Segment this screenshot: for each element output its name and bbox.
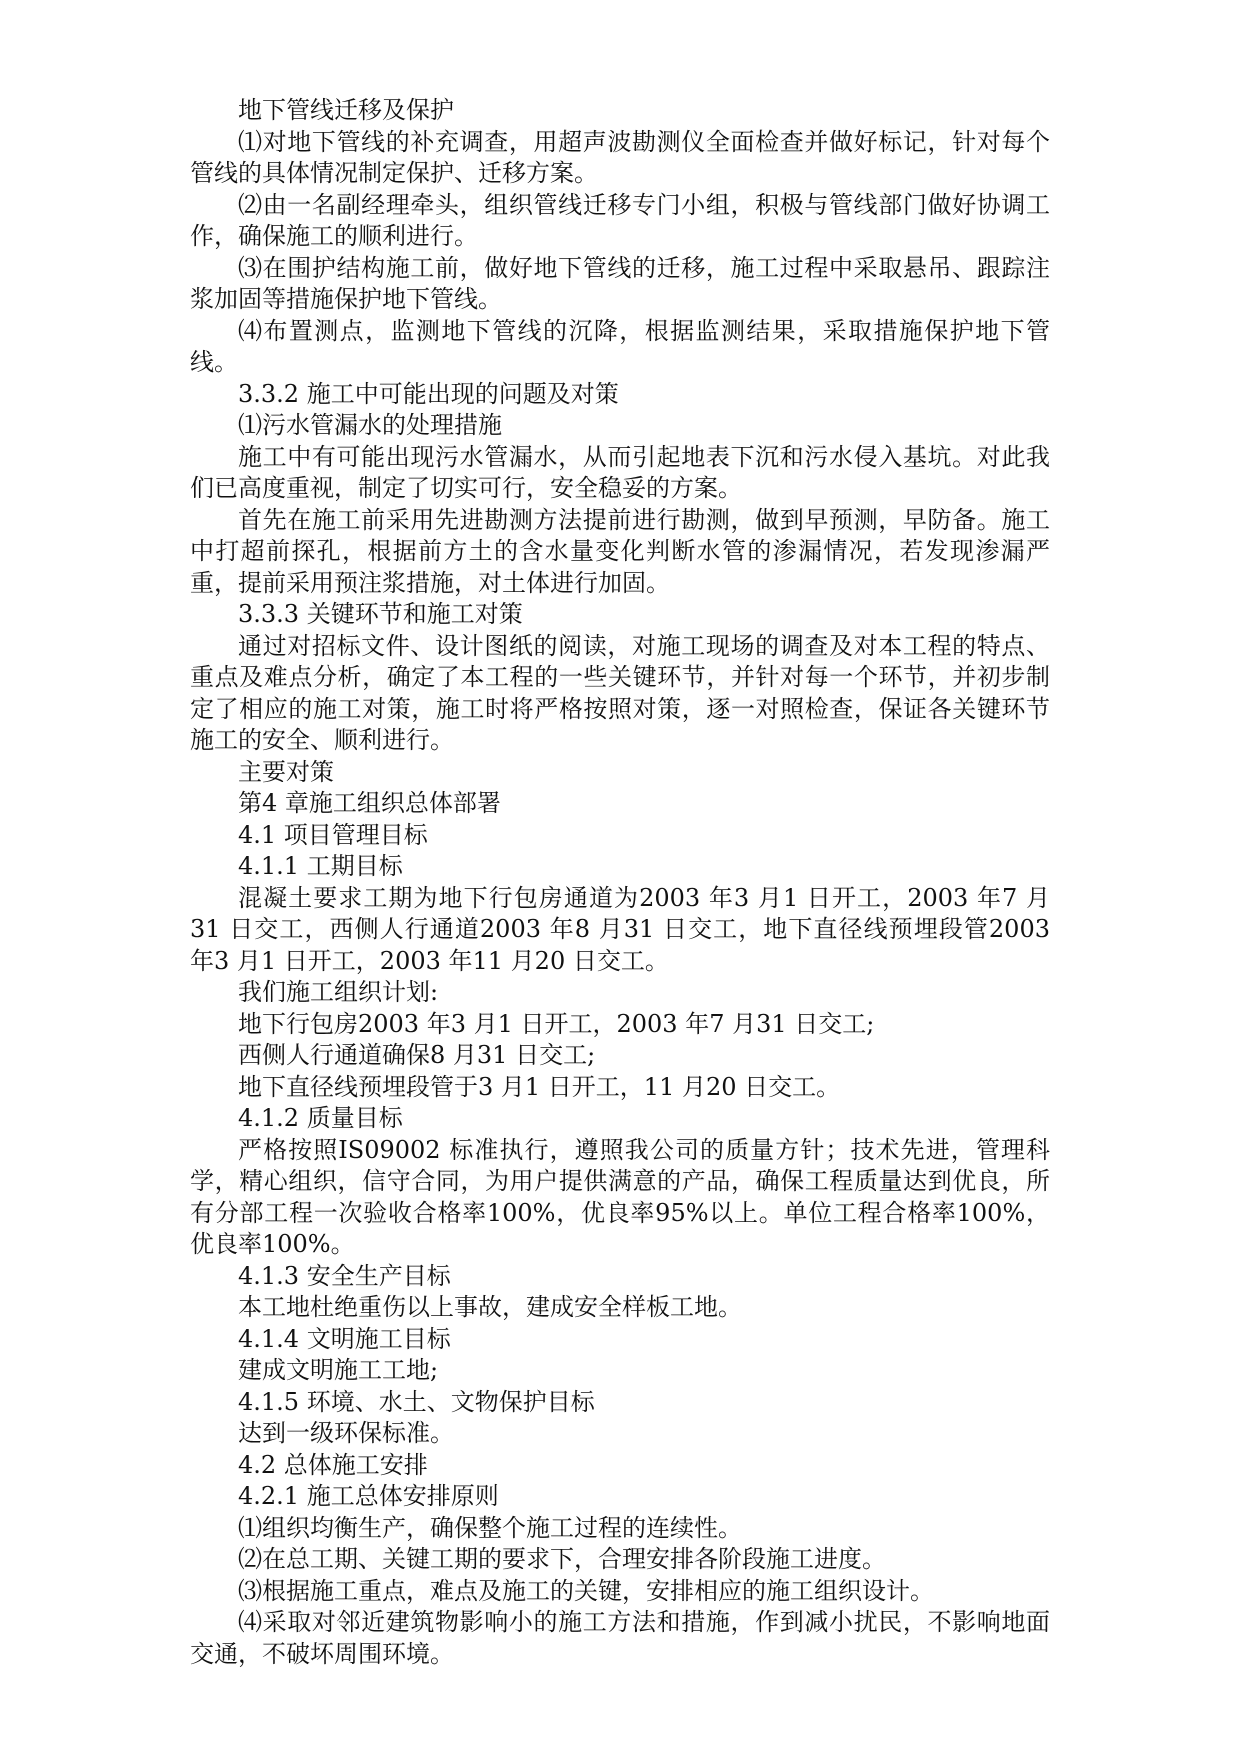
section-heading-3-3-3: 3.3.3 关键环节和施工对策 — [238, 600, 523, 628]
paragraph: 首先在施工前采用先进勘测方法提前进行勘测，做到早预测，早防备。施工中打超前探孔，根据前方土的含水量变化判断水管的渗漏情况，若发现渗漏严重，提前采用预注浆措施，对土体进行加固。 — [190, 505, 1050, 597]
paragraph: ⑶在围护结构施工前，做好地下管线的迁移，施工过程中采取悬吊、跟踪注浆加固等措施保护地下管线。 — [190, 253, 1050, 313]
paragraph: 混凝土要求工期为地下行包房通道为2003 年3 月1 日开工，2003 年7 月31 日交工，西侧人行通道2003 年8 月31 日交工，地下直径线预埋段管2003 年3 月1 日开工，2003 年11 月20 日交工。 — [190, 883, 1050, 975]
paragraph: ⑴污水管漏水的处理措施 — [238, 411, 502, 439]
section-heading-4-1-4: 4.1.4 文明施工目标 — [238, 1324, 451, 1353]
document-body — [190, 95, 1050, 1670]
section-heading-4-2: 4.2 总体施工安排 — [238, 1450, 428, 1479]
paragraph: ⑴组织均衡生产，确保整个施工过程的连续性。 — [238, 1513, 742, 1542]
paragraph: 建成文明施工工地; — [238, 1356, 439, 1384]
paragraph: 我们施工组织计划: — [238, 978, 439, 1006]
section-heading-4-1: 4.1 项目管理目标 — [238, 820, 428, 849]
section-heading-4-1-1: 4.1.1 工期目标 — [238, 852, 403, 880]
paragraph: 主要对策 — [238, 757, 334, 786]
paragraph: 西侧人行通道确保8 月31 日交工; — [238, 1041, 596, 1069]
paragraph: 本工地杜绝重伤以上事故，建成安全样板工地。 — [238, 1293, 742, 1321]
paragraph: 通过对招标文件、设计图纸的阅读，对施工现场的调查及对本工程的特点、重点及难点分析，确定了本工程的一些关键环节，并针对每一个环节，并初步制定了相应的施工对策，施工时将严格按照对策，逐一对照检查，保证各关键环节施工的安全、顺利进行。 — [190, 631, 1050, 754]
paragraph: ⑵由一名副经理牵头，组织管线迁移专门小组，积极与管线部门做好协调工作，确保施工的顺利进行。 — [190, 190, 1050, 250]
paragraph: ⑴对地下管线的补充调查，用超声波勘测仪全面检查并做好标记，针对每个管线的具体情况制定保护、迁移方案。 — [190, 127, 1050, 187]
chapter-heading-4: 第4 章施工组织总体部署 — [238, 789, 501, 817]
paragraph: 地下行包房2003 年3 月1 日开工，2003 年7 月31 日交工; — [238, 1009, 875, 1038]
paragraph: 达到一级环保标准。 — [238, 1419, 454, 1447]
paragraph: ⑷采取对邻近建筑物影响小的施工方法和措施，作到减小扰民，不影响地面交通，不破坏周围环境。 — [190, 1608, 1050, 1668]
paragraph: 施工中有可能出现污水管漏水，从而引起地表下沉和污水侵入基坑。对此我们已高度重视，制定了切实可行，安全稳妥的方案。 — [190, 442, 1050, 502]
paragraph: ⑶根据施工重点，难点及施工的关键，安排相应的施工组织设计。 — [238, 1576, 934, 1605]
section-heading-4-2-1: 4.2.1 施工总体安排原则 — [238, 1482, 499, 1510]
paragraph: ⑵在总工期、关键工期的要求下，合理安排各阶段施工进度。 — [238, 1545, 886, 1573]
section-heading-3-3-2: 3.3.2 施工中可能出现的问题及对策 — [238, 379, 619, 408]
heading-pipeline-relocation: 地下管线迁移及保护 — [238, 96, 454, 124]
section-heading-4-1-3: 4.1.3 安全生产目标 — [238, 1261, 451, 1290]
paragraph: 地下直径线预埋段管于3 月1 日开工，11 月20 日交工。 — [238, 1072, 841, 1101]
section-heading-4-1-2: 4.1.2 质量目标 — [238, 1104, 403, 1132]
paragraph: 严格按照IS09002 标准执行，遵照我公司的质量方针；技术先进，管理科学，精心组织，信守合同，为用户提供满意的产品，确保工程质量达到优良，所有分部工程一次验收合格率100%，优良率95%以上。单位工程合格率100%，优良率100%。 — [190, 1135, 1050, 1258]
section-heading-4-1-5: 4.1.5 环境、水土、文物保护目标 — [238, 1387, 595, 1416]
paragraph: ⑷布置测点，监测地下管线的沉降，根据监测结果，采取措施保护地下管线。 — [190, 316, 1050, 376]
